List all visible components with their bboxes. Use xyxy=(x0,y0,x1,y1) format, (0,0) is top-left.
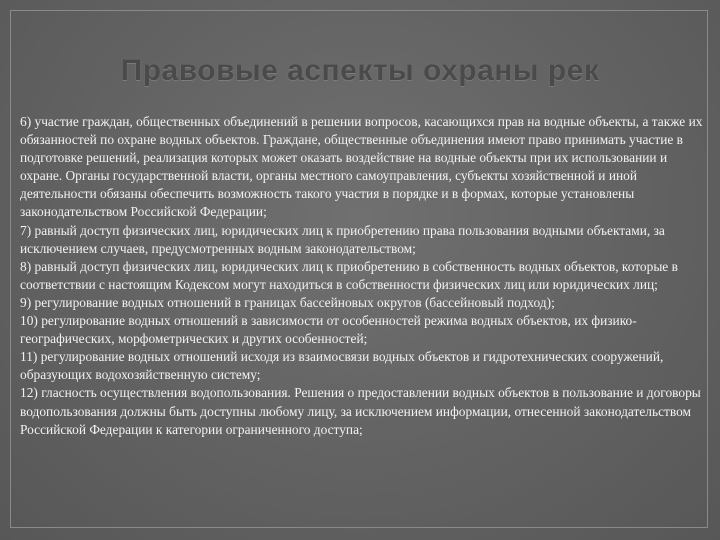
paragraph-item-12: 12) гласность осуществления водопользования. Решения о предоставлении водных объектов в пользование и договоры водопользования должны быть доступны любому лицу, за исключением информации, отнесенной законодательством Российской Федерации к категории ограниченного доступа; xyxy=(20,385,701,437)
paragraph-item-7: 7) равный доступ физических лиц, юридических лиц к приобретению права пользования водными объектами, за исключением случаев, предусмотренных водным законодательством; xyxy=(20,222,665,256)
paragraph-item-11: 11) регулирование водных отношений исходя из взаимосвязи водных объектов и гидротехнических сооружений, образующих водохозяйственную систему; xyxy=(20,349,664,383)
paragraph-item-6: 6) участие граждан, общественных объединений в решении вопросов, касающихся прав на водные объекты, а также их обязанностей по охране водных объектов. Граждане, общественные объединения имеют право принимать участие в подготовке решений, реализация которых может оказать воздействие на водные объекты при их использовании и охране. Органы государственной власти, органы местного самоуправления, субъекты хозяйственной и иной деятельности обязаны обеспечить возможность такого участия в порядке и в формах, которые установлены законодательством Российской Федерации; xyxy=(20,114,703,220)
paragraph-item-9: 9) регулирование водных отношений в границах бассейновых округов (бассейновый подход); xyxy=(20,294,555,310)
paragraph-item-8: 8) равный доступ физических лиц, юридических лиц к приобретению в собственность водных объектов, которые в соответствии с настоящим Кодексом могут находиться в собственности физических лиц или юридических лиц; xyxy=(20,258,678,292)
paragraph-item-10: 10) регулирование водных отношений в зависимости от особенностей режима водных объектов, их физико-географических, морфометрических и других особенностей; xyxy=(20,313,637,347)
slide-body xyxy=(20,113,704,439)
slide-title: Правовые аспекты охраны рек xyxy=(120,54,600,87)
